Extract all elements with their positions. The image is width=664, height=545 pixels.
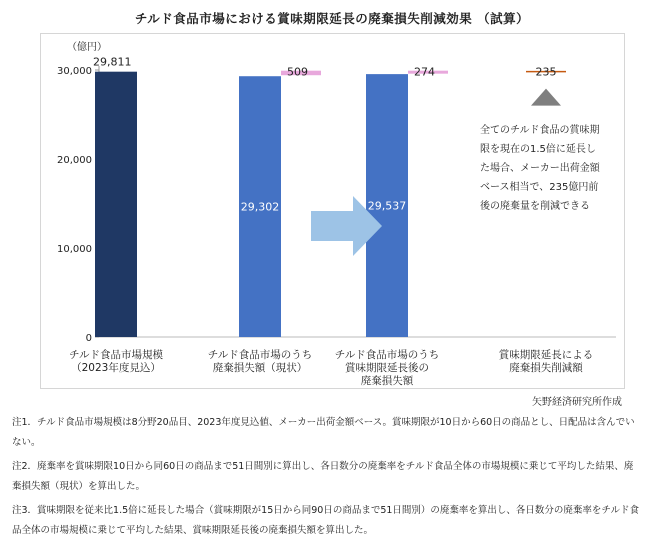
y-tick-label: 20,000: [57, 155, 92, 166]
x-category-label: 廃棄損失額（現状）: [212, 362, 308, 374]
bar-value-label: 29,537: [367, 199, 407, 213]
y-tick-label: 10,000: [57, 244, 92, 255]
y-unit-label: （億円）: [67, 42, 107, 53]
x-category-label: チルド食品市場規模: [69, 349, 163, 361]
notes-section: [12, 413, 642, 545]
y-tick-label: 30,000: [57, 66, 92, 77]
reduction-marker-triangle: [531, 89, 561, 106]
x-category-label: 賞味期限延長後の: [345, 362, 429, 374]
note-2: 注2．廃棄率を賞味期限10日から同60日の商品まで51日間別に算出し、各日数分の廃棄率をチルド食品全体の市場規模に乗じて平均した結果、廃棄損失額（現状）を算出した。: [12, 461, 634, 492]
note-1: 注1．チルド食品市場規模は8分野20品目、2023年度見込値、メーカー出荷金額ベース。賞味期限が10日から60日の商品とし、日配品は含んでいない。: [12, 417, 635, 448]
x-category-label: チルド食品市場のうち: [334, 349, 440, 361]
increment-label: 509: [287, 65, 308, 79]
source-credit: 矢野経済研究所作成: [532, 397, 622, 408]
x-category-label: （2023年度見込）: [71, 362, 161, 374]
x-category-label: 廃棄損失額: [360, 375, 414, 387]
page-title: チルド食品市場における賞味期限延長の廃棄損失削減効果 （試算）: [134, 11, 530, 26]
chart-frame: [40, 33, 625, 389]
y-tick-label: 0: [85, 333, 92, 344]
x-category-label: 廃棄損失削減額: [509, 362, 583, 374]
bar-value-label: 29,811: [93, 55, 132, 69]
note-3: 注3．賞味期限を従来比1.5倍に延長した場合（賞味期限が15日から同90日の商品まで51日間別）の廃棄率を算出し、各日数分の廃棄率をチルド食品全体の市場規模に乗じて平均した結果、賞味期限延長後の廃棄損失額を算出した。: [12, 505, 639, 536]
bar-value-label: 29,302: [240, 200, 280, 214]
x-category-label: チルド食品市場のうち: [207, 349, 313, 361]
bar-1: [95, 72, 137, 337]
callout-text: 全てのチルド食品の賞味期限を現在の1.5倍に延長した場合、メーカー出荷金額ベース相当で、235億円前後の廃棄量を削減できる: [480, 125, 600, 212]
x-category-label: 賞味期限延長による: [498, 349, 594, 361]
reduction-label: 235: [535, 65, 557, 79]
increment-label: 274: [414, 65, 435, 79]
